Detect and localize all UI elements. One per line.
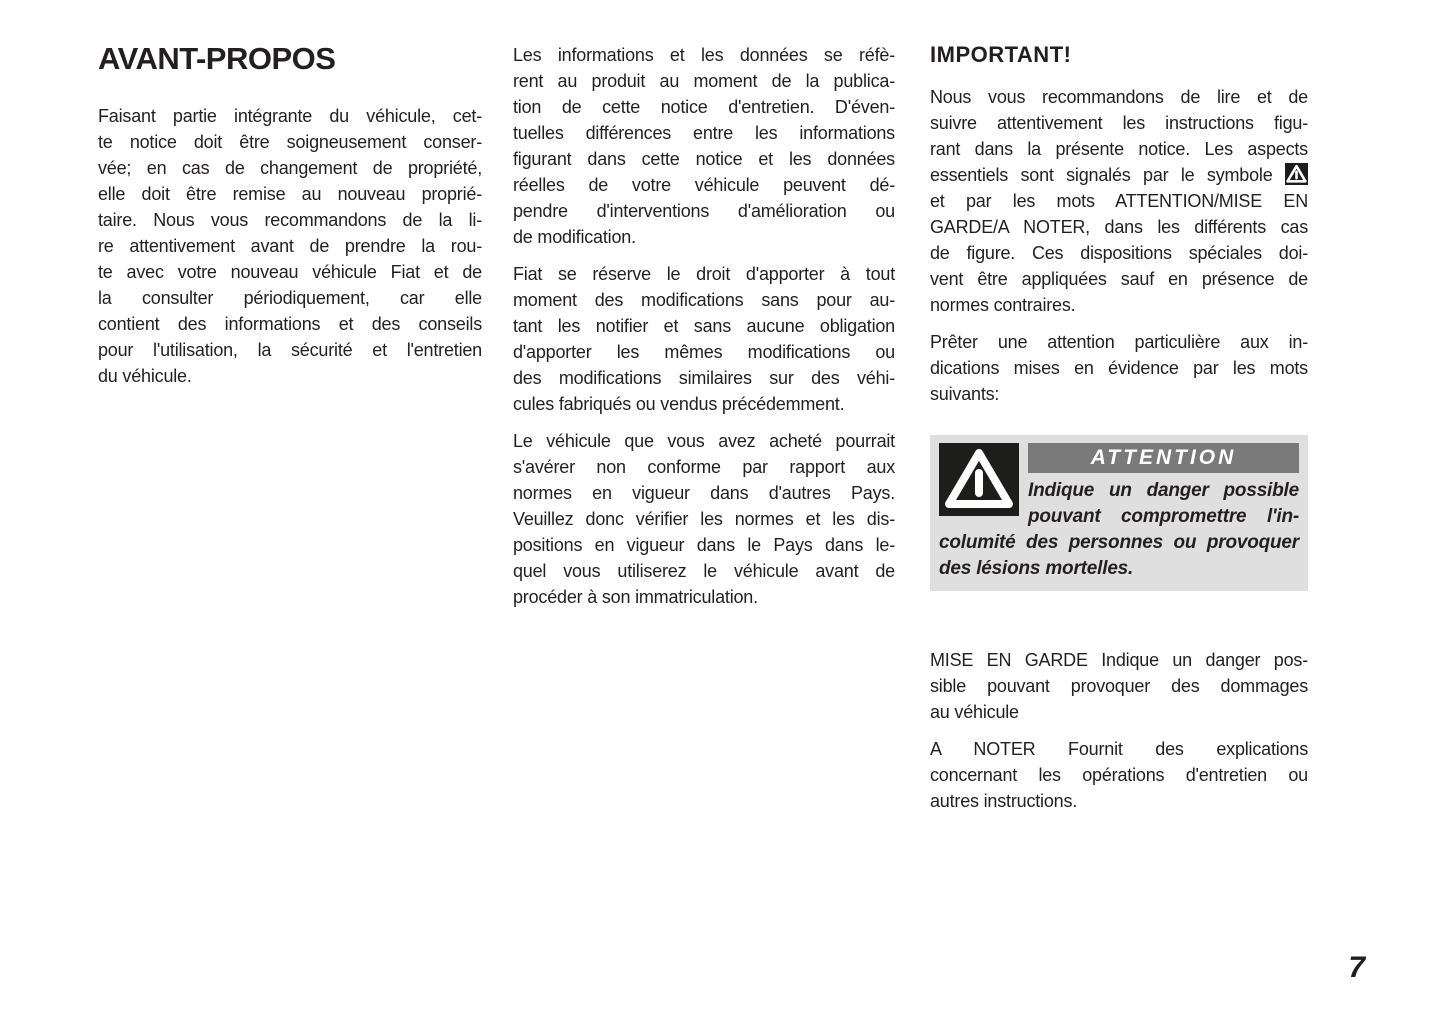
text-line: pour l'utilisation, la sécurité et l'entretien: [98, 340, 482, 360]
paragraph-conformite: [513, 428, 895, 610]
text-line: te avec votre nouveau véhicule Fiat et de: [98, 262, 482, 282]
text-line: de modification.: [513, 227, 636, 247]
text-line: moment des modifications sans pour au-: [513, 290, 895, 310]
text-line: tion de cette notice d'entretien. D'éven-: [513, 97, 895, 117]
text-line: rant dans la présente notice. Les aspects: [930, 139, 1308, 159]
text-line: tant les notifier et sans aucune obligation: [513, 316, 895, 336]
text-line: Nous vous recommandons de lire et de: [930, 87, 1308, 107]
warning-triangle-icon: [1285, 163, 1308, 185]
text-line: te notice doit être soigneusement conser-: [98, 132, 482, 152]
text-line: réelles de votre véhicule peuvent dé-: [513, 175, 895, 195]
text-line: cules fabriqués ou vendus précédemment.: [513, 394, 845, 414]
text-line: du véhicule.: [98, 366, 192, 386]
text-line: procéder à son immatriculation.: [513, 587, 758, 607]
text-line: GARDE/A NOTER, dans les différents cas: [930, 217, 1308, 237]
middle-column: [513, 42, 895, 621]
text-line: sible pouvant provoquer des dommages: [930, 676, 1308, 696]
text-line: dications mises en évidence par les mots: [930, 358, 1308, 378]
attention-box-header: ATTENTION: [1028, 443, 1299, 473]
text-line: MISE EN GARDE Indique un danger pos-: [930, 650, 1308, 670]
text-line: positions en vigueur dans le Pays dans le-: [513, 535, 895, 555]
text-line: des lésions mortelles.: [939, 558, 1134, 579]
text-line: suivants:: [930, 384, 1000, 404]
text-line: s'avérer non conforme par rapport aux: [513, 457, 895, 477]
important-title: IMPORTANT!: [930, 42, 1072, 67]
text-line: columité des personnes ou provoquer: [939, 532, 1299, 553]
text-line: vée; en cas de changement de propriété,: [98, 158, 482, 178]
text-line: normes contraires.: [930, 295, 1076, 315]
text-line: des modifications similaires sur des véhi-: [513, 368, 895, 388]
text-line: pendre d'interventions d'amélioration ou: [513, 201, 895, 221]
text-line: contient des informations et des conseils: [98, 314, 482, 334]
intro-lines-before-symbol: [930, 84, 1308, 162]
text-line: Le véhicule que vous avez acheté pourrait: [513, 431, 895, 451]
intro-lines-after-symbol: [930, 188, 1308, 318]
paragraph-a-noter: [930, 736, 1308, 814]
paragraph-foreword: [98, 103, 482, 389]
attention-warning-box: [930, 435, 1308, 591]
symbol-line-text: essentiels sont signalés par le symbole: [930, 165, 1273, 185]
warning-triangle-icon: [939, 443, 1019, 516]
paragraph-mise-en-garde: [930, 647, 1308, 725]
page-number: 7: [1348, 951, 1365, 984]
paragraph-important-intro: [930, 84, 1308, 318]
right-column: [930, 42, 1308, 825]
left-column: [98, 42, 482, 400]
symbol-line: [930, 162, 1308, 188]
text-line: elle doit être remise au nouveau proprié-: [98, 184, 482, 204]
text-line: figurant dans cette notice et les données: [513, 149, 895, 169]
text-line: re attentivement avant de prendre la rou-: [98, 236, 482, 256]
text-line: taire. Nous vous recommandons de la li-: [98, 210, 482, 230]
text-line: d'apporter les mêmes modifications ou: [513, 342, 895, 362]
text-line: autres instructions.: [930, 791, 1078, 811]
text-line: Faisant partie intégrante du véhicule, cet-: [98, 106, 482, 126]
text-line: et par les mots ATTENTION/MISE EN: [930, 191, 1308, 211]
paragraph-informations: [513, 42, 895, 250]
paragraph-fiat-reserve: [513, 261, 895, 417]
text-line: Fiat se réserve le droit d'apporter à tout: [513, 264, 895, 284]
text-line: pouvant compromettre l'in-: [1028, 506, 1299, 527]
text-line: Les informations et les données se réfè-: [513, 45, 895, 65]
text-line: A NOTER Fournit des explications: [930, 739, 1308, 759]
text-line: suivre attentivement les instructions figu-: [930, 113, 1308, 133]
text-line: concernant les opérations d'entretien ou: [930, 765, 1308, 785]
text-line: de figure. Ces dispositions spéciales doi-: [930, 243, 1308, 263]
text-line: Prêter une attention particulière aux in-: [930, 332, 1308, 352]
text-line: Indique un danger possible: [1028, 480, 1299, 501]
paragraph-preter-attention: [930, 329, 1308, 407]
text-line: vent être appliquées sauf en présence de: [930, 269, 1308, 289]
text-line: normes en vigueur dans d'autres Pays.: [513, 483, 895, 503]
text-line: quel vous utiliserez le véhicule avant de: [513, 561, 895, 581]
text-line: la consulter périodiquement, car elle: [98, 288, 482, 308]
text-line: au véhicule: [930, 702, 1019, 722]
text-line: Veuillez donc vérifier les normes et les dis-: [513, 509, 895, 529]
text-line: tuelles différences entre les informations: [513, 123, 895, 143]
page-title: AVANT-PROPOS: [98, 41, 336, 76]
text-line: rent au produit au moment de la publica-: [513, 71, 895, 91]
